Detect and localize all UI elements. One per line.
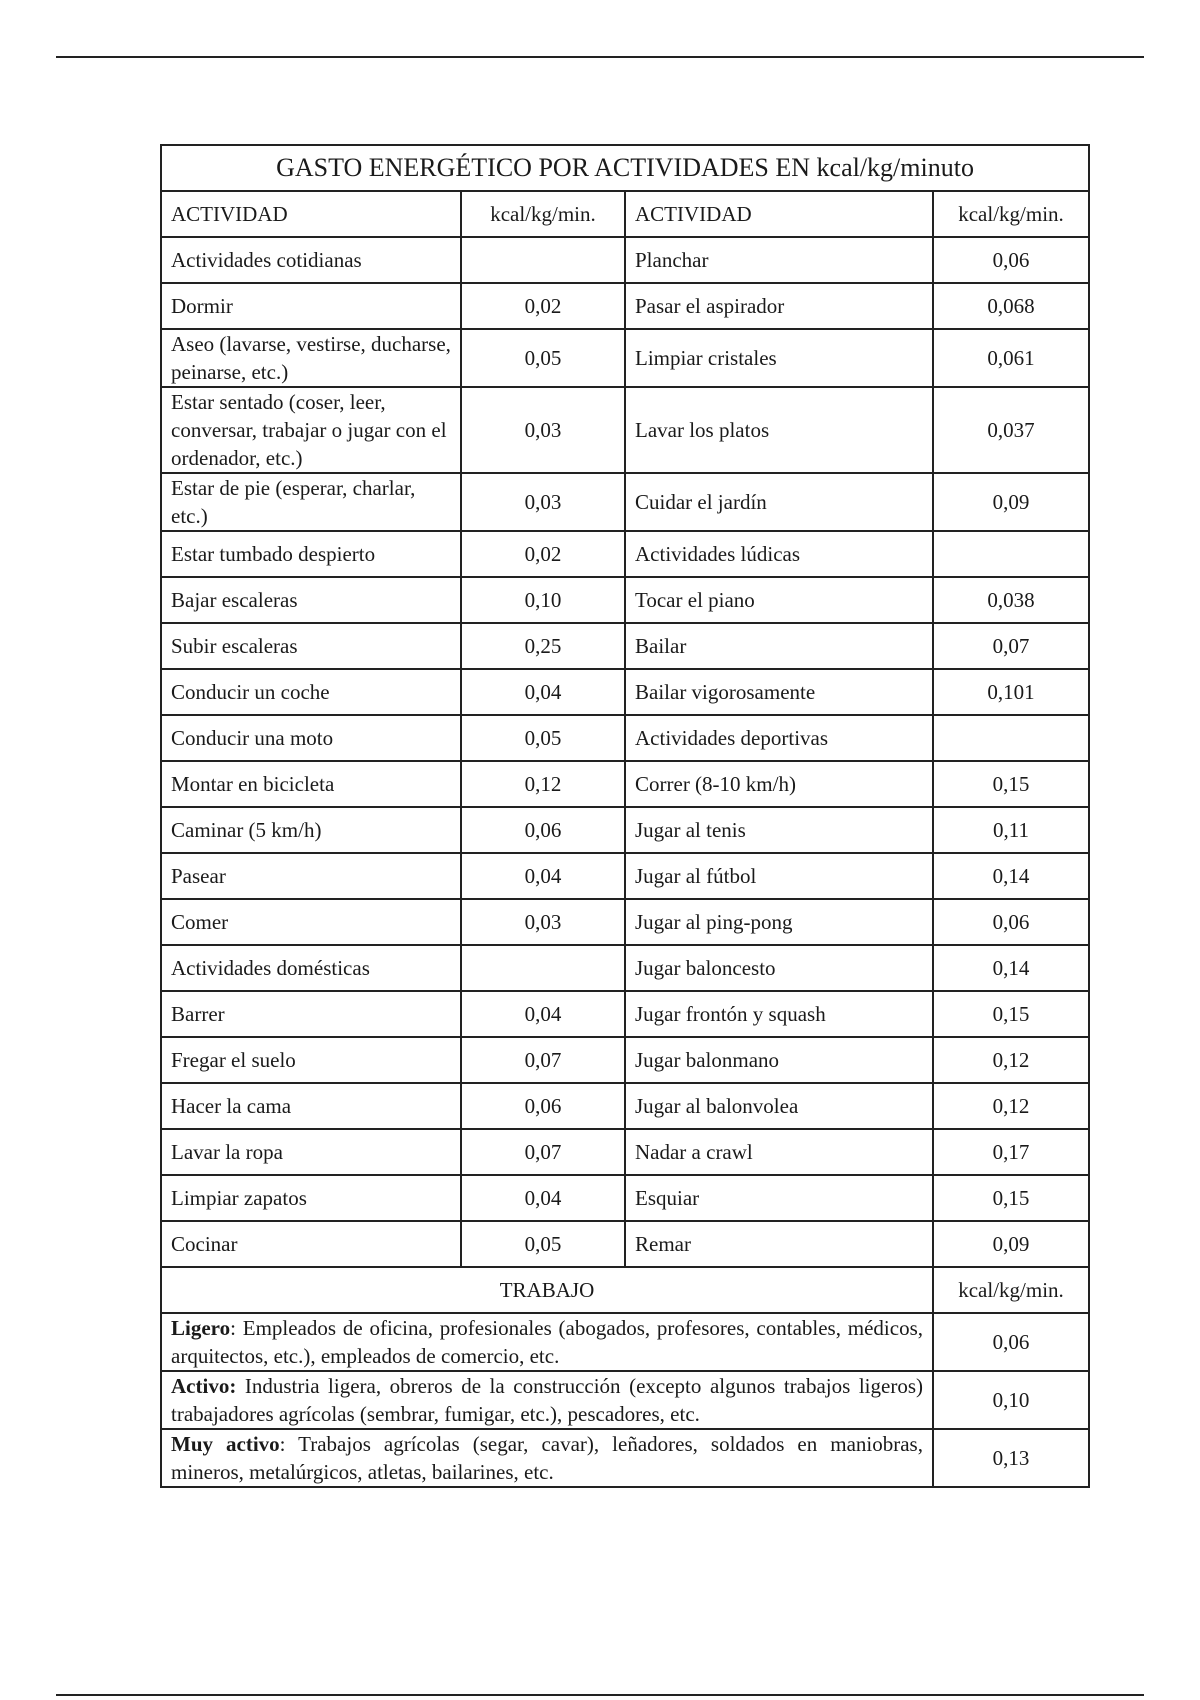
activity-value: 0,07	[933, 623, 1089, 669]
activity-value: 0,11	[933, 807, 1089, 853]
table-row	[161, 1221, 1089, 1267]
activity-name: Bajar escaleras	[161, 577, 461, 623]
activity-name: Bailar	[625, 623, 933, 669]
activity-name: Remar	[625, 1221, 933, 1267]
table-row	[161, 853, 1089, 899]
activity-value: 0,17	[933, 1129, 1089, 1175]
activity-value: 0,14	[933, 853, 1089, 899]
activity-value: 0,12	[933, 1083, 1089, 1129]
table-row	[161, 1129, 1089, 1175]
activity-value: 0,04	[461, 991, 625, 1037]
activity-name: Limpiar cristales	[625, 329, 933, 387]
table-row	[161, 945, 1089, 991]
activity-value: 0,06	[461, 807, 625, 853]
activity-name: Barrer	[161, 991, 461, 1037]
activity-value: 0,12	[461, 761, 625, 807]
energy-expenditure-table	[160, 144, 1090, 1488]
activity-value	[461, 945, 625, 991]
activity-value: 0,068	[933, 283, 1089, 329]
activity-name: Caminar (5 km/h)	[161, 807, 461, 853]
table-row	[161, 1083, 1089, 1129]
activity-value: 0,04	[461, 669, 625, 715]
activity-value: 0,10	[461, 577, 625, 623]
table-row	[161, 329, 1089, 387]
table-row	[161, 807, 1089, 853]
activity-name: Conducir una moto	[161, 715, 461, 761]
activity-value: 0,07	[461, 1037, 625, 1083]
activity-value: 0,15	[933, 1175, 1089, 1221]
table-title: GASTO ENERGÉTICO POR ACTIVIDADES EN kcal/kg/minuto	[161, 145, 1089, 191]
activity-value	[461, 237, 625, 283]
activity-name: Planchar	[625, 237, 933, 283]
activity-value: 0,09	[933, 1221, 1089, 1267]
table-row	[161, 283, 1089, 329]
work-level-name: Muy activo	[171, 1432, 280, 1456]
activity-name: Nadar a crawl	[625, 1129, 933, 1175]
activity-name: Hacer la cama	[161, 1083, 461, 1129]
activity-name: Bailar vigorosamente	[625, 669, 933, 715]
activity-value: 0,25	[461, 623, 625, 669]
activity-name: Fregar el suelo	[161, 1037, 461, 1083]
activity-value: 0,061	[933, 329, 1089, 387]
table-row	[161, 577, 1089, 623]
activity-name: Pasar el aspirador	[625, 283, 933, 329]
work-level-value: 0,06	[933, 1313, 1089, 1371]
table-row	[161, 669, 1089, 715]
top-rule	[56, 56, 1144, 58]
activity-value: 0,05	[461, 329, 625, 387]
work-level-name: Ligero	[171, 1316, 231, 1340]
trabajo-section	[161, 1267, 1089, 1487]
table-row	[161, 899, 1089, 945]
activity-name: Jugar frontón y squash	[625, 991, 933, 1037]
work-level-value: 0,10	[933, 1371, 1089, 1429]
work-level-text: Industria ligera, obreros de la construcción (excepto algunos trabajos ligeros) trabajadores agrícolas (sembrar, fumigar, etc.), pescadores, etc.	[171, 1374, 923, 1426]
activity-value	[933, 531, 1089, 577]
activity-value: 0,12	[933, 1037, 1089, 1083]
bottom-rule	[56, 1694, 1144, 1696]
section-heading: Actividades domésticas	[161, 945, 461, 991]
table-row	[161, 531, 1089, 577]
activity-name: Jugar al fútbol	[625, 853, 933, 899]
header-activity-left: ACTIVIDAD	[161, 191, 461, 237]
activity-name: Pasear	[161, 853, 461, 899]
activity-name: Estar sentado (coser, leer, conversar, trabajar o jugar con el ordenador, etc.)	[161, 387, 461, 473]
activity-name: Cocinar	[161, 1221, 461, 1267]
activity-value: 0,14	[933, 945, 1089, 991]
header-unit-right: kcal/kg/min.	[933, 191, 1089, 237]
activity-value: 0,05	[461, 1221, 625, 1267]
activity-value: 0,04	[461, 853, 625, 899]
activity-name: Correr (8-10 km/h)	[625, 761, 933, 807]
activity-value	[933, 715, 1089, 761]
activity-name: Estar tumbado despierto	[161, 531, 461, 577]
activity-value: 0,037	[933, 387, 1089, 473]
activity-value: 0,02	[461, 531, 625, 577]
activity-name: Comer	[161, 899, 461, 945]
activity-name: Esquiar	[625, 1175, 933, 1221]
activity-rows	[161, 237, 1089, 1267]
activity-name: Aseo (lavarse, vestirse, ducharse, peinarse, etc.)	[161, 329, 461, 387]
activity-name: Jugar al balonvolea	[625, 1083, 933, 1129]
activity-value: 0,06	[933, 899, 1089, 945]
activity-value: 0,15	[933, 761, 1089, 807]
activity-name: Jugar al tenis	[625, 807, 933, 853]
header-unit-left: kcal/kg/min.	[461, 191, 625, 237]
section-heading: Actividades lúdicas	[625, 531, 933, 577]
work-level-description	[161, 1313, 933, 1371]
table-row	[161, 761, 1089, 807]
activity-name: Cuidar el jardín	[625, 473, 933, 531]
activity-value: 0,09	[933, 473, 1089, 531]
work-level-name: Activo:	[171, 1374, 237, 1398]
table-row	[161, 715, 1089, 761]
work-level-value: 0,13	[933, 1429, 1089, 1487]
work-level-text: Empleados de oficina, profesionales (abogados, profesores, contables, médicos, arquitectos, etc.), empleados de comercio, etc.	[171, 1316, 923, 1368]
activity-value: 0,05	[461, 715, 625, 761]
activity-value: 0,03	[461, 473, 625, 531]
table-row	[161, 623, 1089, 669]
trabajo-heading: TRABAJO	[161, 1267, 933, 1313]
activity-name: Jugar al ping-pong	[625, 899, 933, 945]
activity-value: 0,07	[461, 1129, 625, 1175]
section-heading: Actividades deportivas	[625, 715, 933, 761]
activity-value: 0,02	[461, 283, 625, 329]
activity-name: Jugar baloncesto	[625, 945, 933, 991]
activity-name: Jugar balonmano	[625, 1037, 933, 1083]
work-level-description	[161, 1371, 933, 1429]
activity-value: 0,03	[461, 387, 625, 473]
activity-name: Lavar la ropa	[161, 1129, 461, 1175]
work-level-row	[161, 1429, 1089, 1487]
work-level-description	[161, 1429, 933, 1487]
activity-name: Tocar el piano	[625, 577, 933, 623]
activity-name: Subir escaleras	[161, 623, 461, 669]
table-row	[161, 991, 1089, 1037]
work-level-row	[161, 1313, 1089, 1371]
activity-value: 0,101	[933, 669, 1089, 715]
table-row	[161, 387, 1089, 473]
activity-value: 0,06	[933, 237, 1089, 283]
activity-name: Estar de pie (esperar, charlar, etc.)	[161, 473, 461, 531]
activity-value: 0,04	[461, 1175, 625, 1221]
section-heading: Actividades cotidianas	[161, 237, 461, 283]
work-level-separator: :	[230, 1316, 236, 1340]
work-level-separator: :	[279, 1432, 286, 1456]
work-level-row	[161, 1371, 1089, 1429]
activity-value: 0,15	[933, 991, 1089, 1037]
activity-name: Dormir	[161, 283, 461, 329]
table-row	[161, 1037, 1089, 1083]
activity-value: 0,06	[461, 1083, 625, 1129]
table-row	[161, 1175, 1089, 1221]
activity-name: Limpiar zapatos	[161, 1175, 461, 1221]
activity-value: 0,038	[933, 577, 1089, 623]
table-row	[161, 237, 1089, 283]
trabajo-unit-header: kcal/kg/min.	[933, 1267, 1089, 1313]
activity-name: Lavar los platos	[625, 387, 933, 473]
activity-value: 0,03	[461, 899, 625, 945]
work-level-text: Trabajos agrícolas (segar, cavar), leñadores, soldados en maniobras, mineros, metalúrgicos, atletas, bailarines, etc.	[171, 1432, 923, 1484]
activity-name: Montar en bicicleta	[161, 761, 461, 807]
activity-name: Conducir un coche	[161, 669, 461, 715]
table-row	[161, 473, 1089, 531]
header-activity-right: ACTIVIDAD	[625, 191, 933, 237]
